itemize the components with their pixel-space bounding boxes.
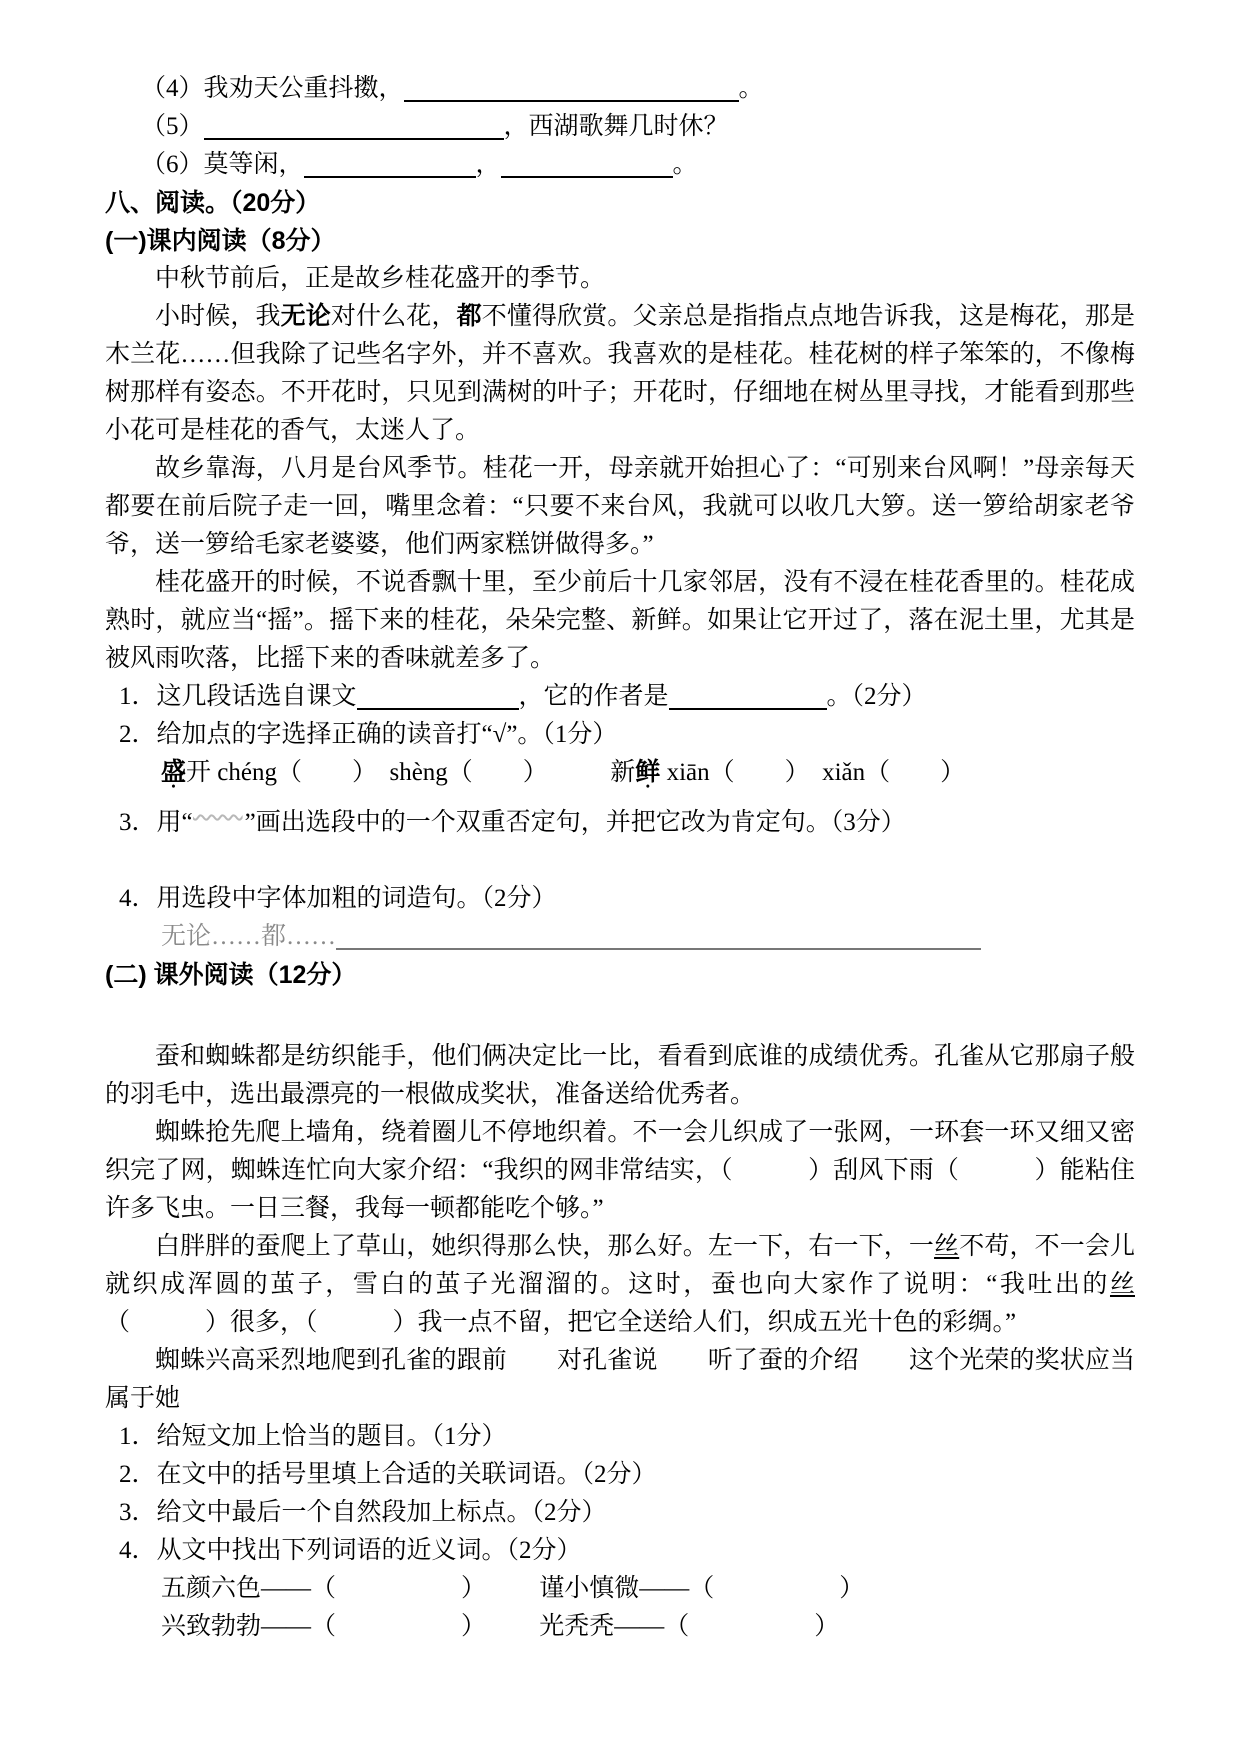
part2-question-1 — [105, 1418, 1135, 1456]
text-run: 丝 — [1109, 1271, 1135, 1298]
part2-question-4 — [105, 1532, 1135, 1570]
answer-blank[interactable] — [336, 920, 981, 950]
text-run: 3．用“ — [119, 809, 193, 836]
text-run: 蜘蛛抢先爬上墙角，绕着圈儿不停地织着。不一会儿织成了一张网，一环套一环又细又密织完了网，蜘蛛连忙向大家介绍：“我织的网非常结实，（ ）刮风下雨（ ）能粘住许多飞虫。一日三餐，我每一顿都能吃个够。” — [105, 1119, 1135, 1222]
answer-blank[interactable] — [669, 680, 827, 710]
part1-question-3 — [105, 792, 1135, 842]
answer-blank[interactable] — [304, 148, 476, 178]
fill-item-5 — [105, 108, 1135, 146]
synonym-pair: 五颜六色——（ ） — [161, 1575, 487, 1602]
text-run: （4）我劝天公重抖擞， — [141, 75, 404, 102]
text-run: ”画出选段中的一个双重否定句，并把它改为肯定句。（3分） — [244, 809, 906, 836]
text-run: 3．给文中最后一个自然段加上标点。（2分） — [119, 1499, 607, 1526]
text-run: 蜘蛛兴高采烈地爬到孔雀的跟前 对孔雀说 听了蚕的介绍 这个光荣的奖状应当属于她 — [105, 1347, 1135, 1412]
text-run: 对什么花， — [330, 303, 457, 330]
text-run: 都 — [456, 303, 482, 330]
passage2-paragraph-3 — [105, 1228, 1135, 1342]
text-run: 开 chéng（ ） shèng（ ） 新 — [186, 759, 636, 786]
answer-blank[interactable] — [404, 72, 739, 102]
text-run: 1．这几段话选自课文 — [119, 683, 357, 710]
part1-title: (一)课内阅读（8分） — [105, 227, 336, 255]
text-run: 1．给短文加上恰当的题目。（1分） — [119, 1423, 507, 1450]
text-run: 桂花盛开的时候，不说香飘十里，至少前后十几家邻居，没有不浸在桂花香里的。桂花成熟时，就应当“摇”。摇下来的桂花，朵朵完整、新鲜。如果让它开过了，落在泥土里，尤其是被风雨吹落，比摇下来的香味就差多了。 — [105, 569, 1135, 672]
synonym-row-1 — [105, 1570, 1135, 1608]
text-run: 无论……都…… — [161, 923, 337, 950]
part1-question-2-options — [105, 754, 1135, 792]
answer-blank[interactable] — [501, 148, 673, 178]
synonym-pair: 谨小慎微——（ ） — [539, 1575, 865, 1602]
emphasized-char: 盛 — [161, 759, 187, 786]
text-run: ， — [475, 151, 501, 178]
synonym-pair: 光秃秃——（ ） — [539, 1613, 840, 1640]
text-run: 2．给加点的字选择正确的读音打“√”。（1分） — [119, 721, 618, 748]
part2-question-3 — [105, 1494, 1135, 1532]
part1-question-4-answer-line — [105, 918, 1135, 956]
passage1-paragraph-4 — [105, 564, 1135, 678]
answer-blank[interactable] — [204, 110, 504, 140]
text-run: 蚕和蜘蛛都是纺织能手，他们俩决定比一比，看看到底谁的成绩优秀。孔雀从它那扇子般的羽毛中，选出最漂亮的一根做成奖状，准备送给优秀者。 — [105, 1043, 1135, 1108]
passage1-paragraph-3 — [105, 450, 1135, 564]
text-run: ，西湖歌舞几时休？ — [503, 113, 729, 140]
passage2-paragraph-2 — [105, 1114, 1135, 1228]
text-run: xiān（ ） xiǎn（ ） — [660, 759, 966, 786]
text-run: 不懂得欣赏。父亲总是指指点点地告诉我，这是梅花，那是木兰花……但我除了记些名字外，并不喜欢。我喜欢的是桂花。桂花树的样子笨笨的，不像梅树那样有姿态。不开花时，只见到满树的叶子；开花时，仔细地在树丛里寻找，才能看到那些小花可是桂花的香气，太迷人了。 — [105, 303, 1135, 444]
text-run: 2．在文中的括号里填上合适的关联词语。（2分） — [119, 1461, 657, 1488]
fill-item-4 — [105, 70, 1135, 108]
text-run: 小时候，我 — [155, 303, 281, 330]
fill-item-6 — [105, 146, 1135, 184]
text-run: 。（2分） — [826, 683, 927, 710]
text-run: 不苟，不一会儿就织成浑圆的茧子，雪白的茧子光溜溜的。这时，蚕也向大家作了说明：“我吐出的 — [105, 1233, 1135, 1298]
text-run: 。 — [672, 151, 698, 178]
part2-title: (二) 课外阅读（12分） — [105, 961, 357, 989]
text-run: 4．用选段中字体加粗的词造句。（2分） — [119, 885, 557, 912]
text-run: （ ）很多，（ ）我一点不留，把它全送给人们，织成五光十色的彩绸。” — [105, 1309, 1017, 1336]
section-reading-title: 八、阅读。（20分） — [105, 189, 321, 217]
text-run: ，它的作者是 — [518, 683, 669, 710]
part1-question-4 — [105, 880, 1135, 918]
passage2-paragraph-1 — [105, 1038, 1135, 1114]
passage2-paragraph-4 — [105, 1342, 1135, 1418]
passage1-paragraph-2 — [105, 298, 1135, 450]
text-run: 4．从文中找出下列词语的近义词。（2分） — [119, 1537, 582, 1564]
emphasized-char: 鲜 — [635, 759, 661, 786]
text-run: （5） — [141, 113, 204, 140]
part1-question-1 — [105, 678, 1135, 716]
text-run: 。 — [738, 75, 764, 102]
text-run: 故乡靠海，八月是台风季节。桂花一开，母亲就开始担心了：“可别来台风啊！”母亲每天都要在前后院子走一回，嘴里念着：“只要不来台风，我就可以收几大箩。送一箩给胡家老爷爷，送一箩给毛家老婆婆，他们两家糕饼做得多。” — [105, 455, 1135, 558]
text-run: 无论 — [280, 303, 331, 330]
synonym-row-2 — [105, 1608, 1135, 1646]
text-run: （6）莫等闲， — [141, 151, 304, 178]
answer-blank[interactable] — [357, 680, 519, 710]
passage1-paragraph-1 — [105, 260, 1135, 298]
part1-question-2 — [105, 716, 1135, 754]
synonym-pair: 兴致勃勃——（ ） — [161, 1613, 487, 1640]
text-run: 白胖胖的蚕爬上了草山，她织得那么快，那么好。左一下，右一下，一 — [155, 1233, 935, 1260]
text-run: 中秋节前后，正是故乡桂花盛开的季节。 — [155, 265, 606, 292]
text-run: 丝 — [934, 1233, 960, 1260]
part2-question-2 — [105, 1456, 1135, 1494]
wavy-line-mark — [193, 792, 245, 830]
